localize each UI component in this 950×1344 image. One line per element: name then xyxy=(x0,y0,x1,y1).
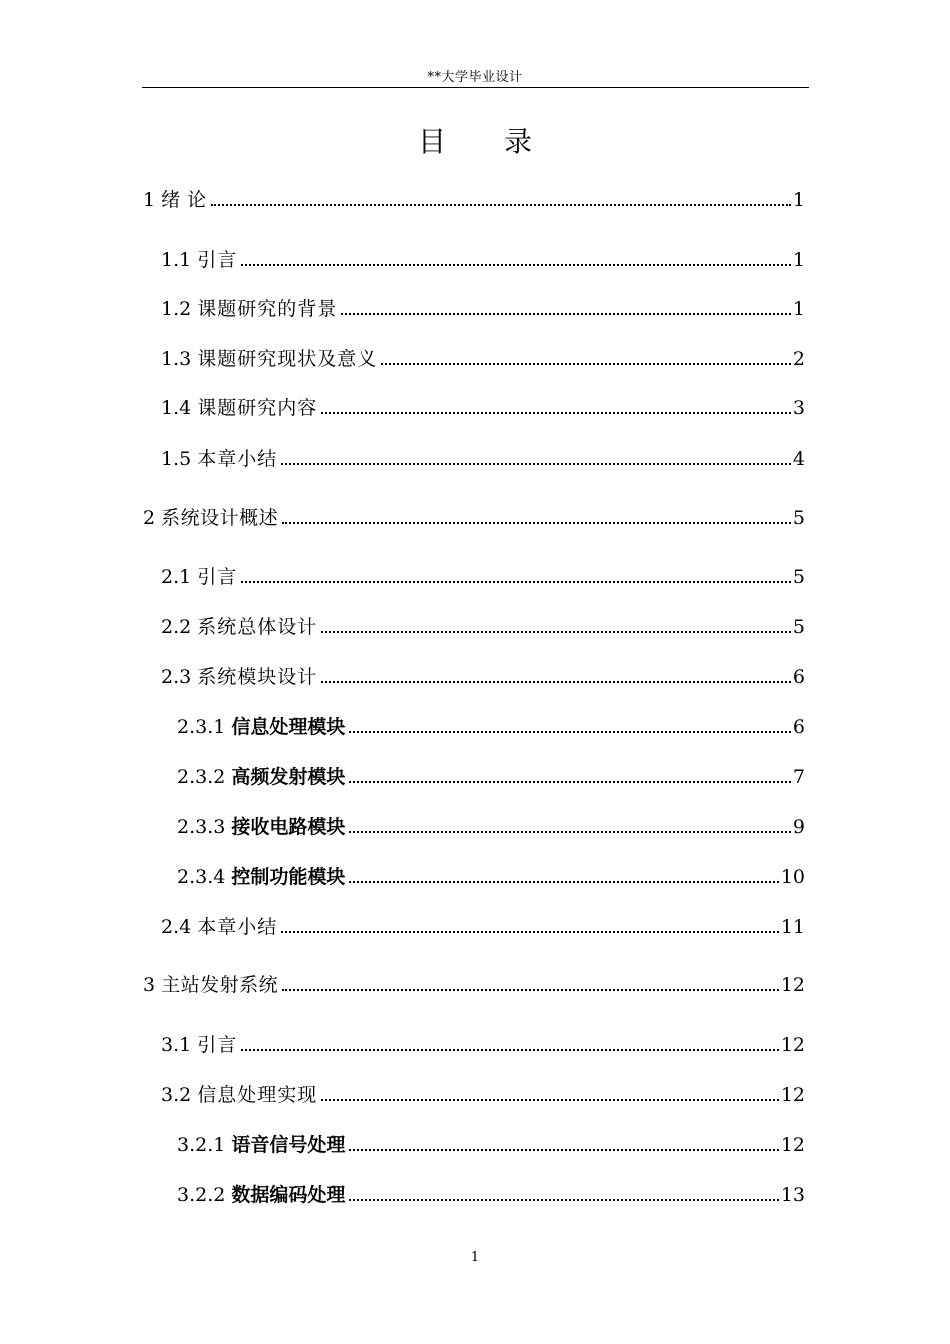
toc-entry-page: 9 xyxy=(792,816,805,838)
toc-entry[interactable] xyxy=(177,1182,805,1208)
toc-entry[interactable] xyxy=(177,714,805,740)
toc-entry-title: 引言 xyxy=(197,1034,238,1056)
toc-entry-number: 3 xyxy=(143,974,156,996)
toc-entry[interactable] xyxy=(177,764,805,790)
toc-dot-leader xyxy=(381,363,791,365)
toc-entry-title: 数据编码处理 xyxy=(231,1184,346,1206)
toc-entry-title: 语音信号处理 xyxy=(231,1134,346,1156)
toc-entry-page: 13 xyxy=(780,1184,805,1206)
toc-dot-leader xyxy=(321,1099,779,1101)
toc-dot-leader xyxy=(241,264,791,266)
toc-entry[interactable] xyxy=(161,247,805,273)
toc-entry[interactable] xyxy=(143,187,805,213)
toc-entry-page: 6 xyxy=(792,666,805,688)
toc-entry-page: 6 xyxy=(792,716,805,738)
toc-dot-leader xyxy=(341,313,791,315)
toc-entry-page: 5 xyxy=(792,566,805,588)
toc-dot-leader xyxy=(349,1199,778,1201)
toc-entry-title: 系统总体设计 xyxy=(197,616,318,638)
toc-entry-title: 信息处理实现 xyxy=(197,1084,318,1106)
toc-entry[interactable] xyxy=(143,505,805,531)
toc-entry-number: 3.1 xyxy=(161,1034,192,1056)
toc-entry-number: 2.3.4 xyxy=(177,866,226,888)
toc-entry-number: 2.3.2 xyxy=(177,766,226,788)
toc-dot-leader xyxy=(349,1149,778,1151)
toc-title: 目录 xyxy=(417,125,590,158)
toc-entry-page: 3 xyxy=(792,397,805,419)
toc-dot-leader xyxy=(282,522,791,524)
toc-entry-number: 1.5 xyxy=(161,448,192,470)
toc-entry-page: 12 xyxy=(780,1084,805,1106)
toc-entry-page: 4 xyxy=(792,448,805,470)
header-title: **大学毕业设计 xyxy=(427,70,523,85)
toc-entry-page: 1 xyxy=(792,189,805,211)
toc-entry-number: 2.2 xyxy=(161,616,192,638)
toc-entry-page: 12 xyxy=(780,1034,805,1056)
toc-entry-title: 引言 xyxy=(197,566,238,588)
toc-entry-title: 绪 论 xyxy=(161,189,207,211)
toc-entry-number: 2.3.3 xyxy=(177,816,226,838)
toc-entry-title: 课题研究内容 xyxy=(197,397,318,419)
toc-entry-page: 5 xyxy=(792,507,805,529)
toc-entry-title: 系统设计概述 xyxy=(161,507,279,529)
toc-entry-number: 1.3 xyxy=(161,348,192,370)
toc-entry[interactable] xyxy=(177,864,805,890)
toc-entry-number: 1.2 xyxy=(161,298,192,320)
toc-entry-title: 系统模块设计 xyxy=(197,666,318,688)
toc-dot-leader xyxy=(321,631,791,633)
toc-entry-page: 7 xyxy=(792,766,805,788)
toc-entry[interactable] xyxy=(161,564,805,590)
toc-dot-leader xyxy=(241,1049,779,1051)
toc-entry[interactable] xyxy=(161,914,805,940)
toc-entry[interactable] xyxy=(143,972,805,998)
page-number: 1 xyxy=(470,1250,480,1265)
toc-entry-title: 信息处理模块 xyxy=(231,716,346,738)
toc-dot-leader xyxy=(211,204,791,206)
toc-dot-leader xyxy=(349,881,778,883)
toc-entry-page: 11 xyxy=(780,916,805,938)
toc-dot-leader xyxy=(349,831,791,833)
toc-entry-number: 2.3 xyxy=(161,666,192,688)
toc-entry-title: 高频发射模块 xyxy=(231,766,346,788)
toc-entry-number: 2.4 xyxy=(161,916,192,938)
toc-entry[interactable] xyxy=(161,296,805,322)
toc-entry[interactable] xyxy=(161,446,805,472)
toc-entry-title: 本章小结 xyxy=(197,448,278,470)
toc-entry-page: 1 xyxy=(792,249,805,271)
toc-entry-number: 1.1 xyxy=(161,249,192,271)
toc-entry-title: 课题研究现状及意义 xyxy=(197,348,378,370)
toc-entry-page: 1 xyxy=(792,298,805,320)
toc-dot-leader xyxy=(321,681,791,683)
toc-entry[interactable] xyxy=(161,395,805,421)
toc-entry[interactable] xyxy=(161,664,805,690)
toc-entry-title: 引言 xyxy=(197,249,238,271)
toc-entry[interactable] xyxy=(161,346,805,372)
toc-dot-leader xyxy=(349,731,791,733)
toc-entry-number: 3.2.2 xyxy=(177,1184,226,1206)
toc-dot-leader xyxy=(321,412,791,414)
toc-entry[interactable] xyxy=(177,814,805,840)
toc-entry-title: 主站发射系统 xyxy=(161,974,279,996)
toc-entry-number: 1.4 xyxy=(161,397,192,419)
toc-entry[interactable] xyxy=(177,1132,805,1158)
toc-entry-title: 课题研究的背景 xyxy=(197,298,338,320)
toc-entry-page: 10 xyxy=(780,866,805,888)
toc-entry-title: 控制功能模块 xyxy=(231,866,346,888)
toc-entry[interactable] xyxy=(161,614,805,640)
toc-entry-title: 接收电路模块 xyxy=(231,816,346,838)
toc-dot-leader xyxy=(282,989,779,991)
toc-entry-number: 2.3.1 xyxy=(177,716,226,738)
toc-entry-page: 5 xyxy=(792,616,805,638)
toc-entry[interactable] xyxy=(161,1032,805,1058)
toc-entry-number: 2.1 xyxy=(161,566,192,588)
toc-dot-leader xyxy=(349,781,791,783)
toc-entry-title: 本章小结 xyxy=(197,916,278,938)
toc-entry[interactable] xyxy=(161,1082,805,1108)
toc-entry-page: 2 xyxy=(792,348,805,370)
toc-entry-number: 3.2 xyxy=(161,1084,192,1106)
toc-dot-leader xyxy=(281,463,791,465)
toc-dot-leader xyxy=(241,581,791,583)
toc-entry-page: 12 xyxy=(780,1134,805,1156)
toc-dot-leader xyxy=(281,931,779,933)
toc-entry-number: 3.2.1 xyxy=(177,1134,226,1156)
toc-entry-number: 2 xyxy=(143,507,156,529)
toc-entry-page: 12 xyxy=(780,974,805,996)
toc-entry-number: 1 xyxy=(143,189,156,211)
